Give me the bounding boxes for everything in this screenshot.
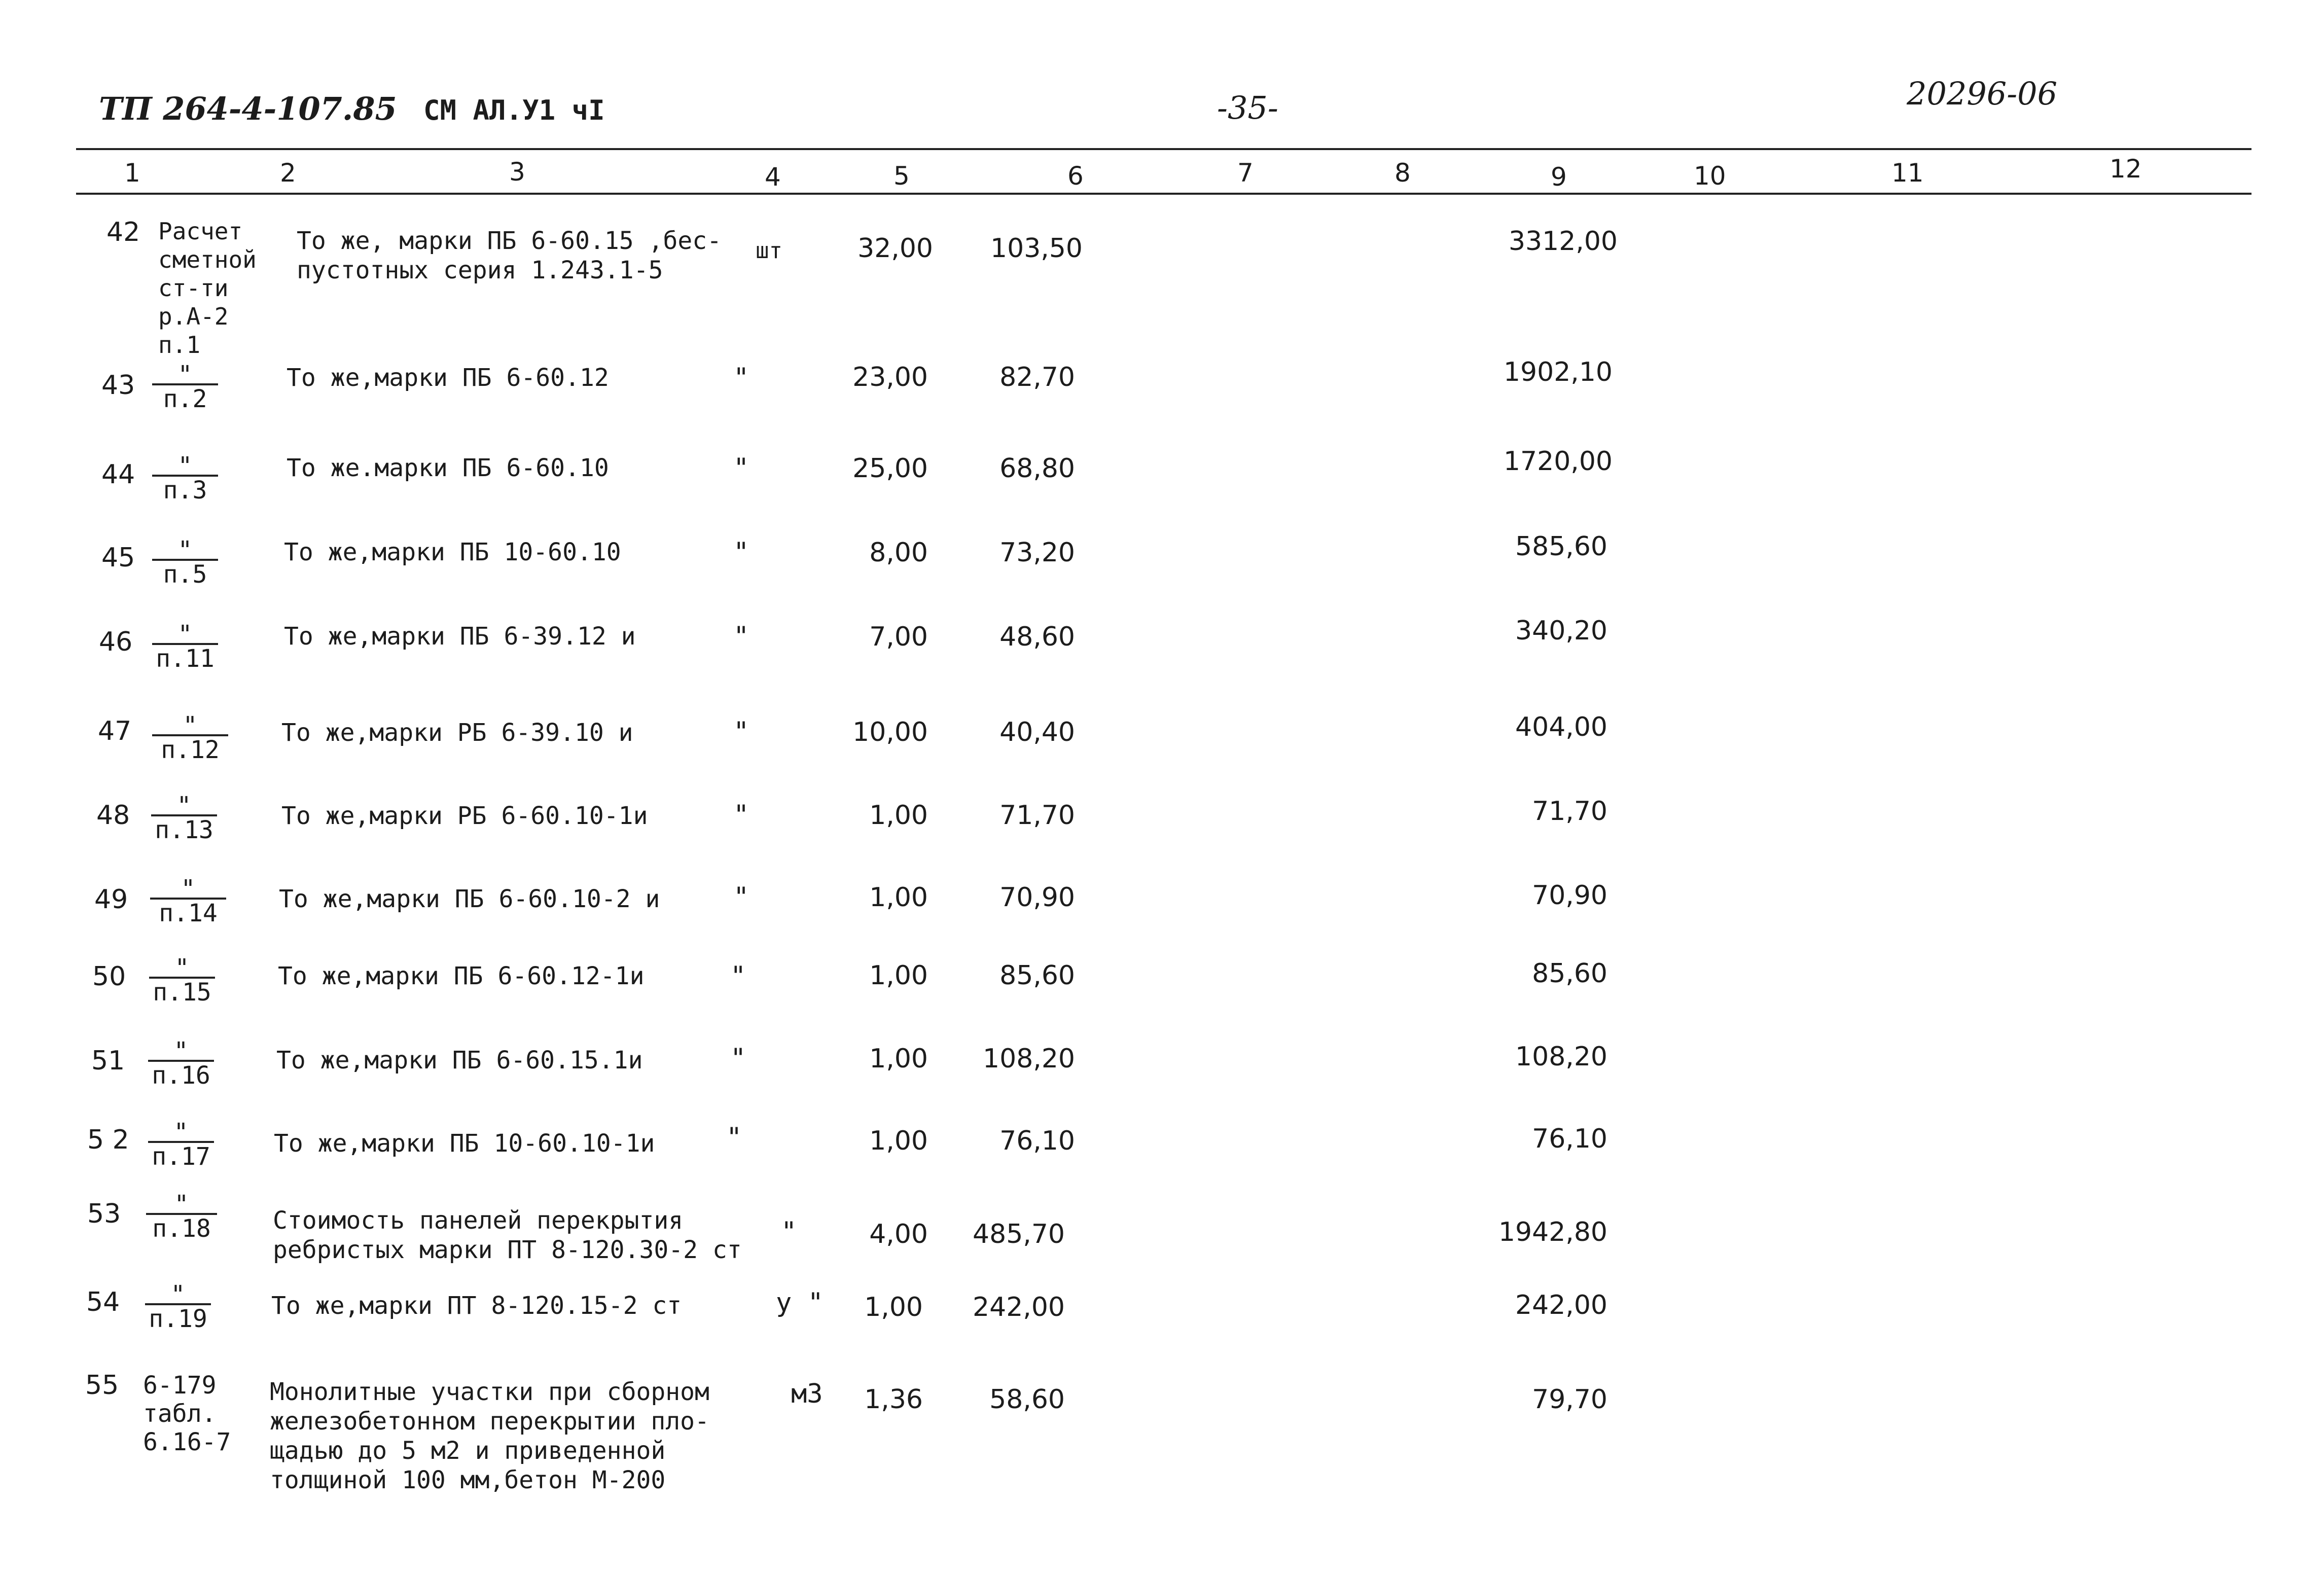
- ditto-mark: ": [152, 714, 228, 736]
- unit: ": [781, 1216, 797, 1247]
- row-number: 53: [87, 1199, 121, 1229]
- unit-price: 485,70: [973, 1219, 1065, 1249]
- unit-price: 242,00: [973, 1292, 1065, 1322]
- ditto-mark: ": [148, 1121, 214, 1143]
- total-cost: 3312,00: [1508, 226, 1618, 257]
- reference-point: п.5: [163, 560, 207, 589]
- total-cost: 404,00: [1515, 712, 1607, 742]
- item-description: То же,марки ПБ 6-60.10-2 и: [279, 885, 660, 913]
- item-description: То же,марки ПБ 6-60.12-1и: [278, 962, 645, 990]
- unit-price: 85,60: [999, 960, 1075, 991]
- row-number: 45: [101, 543, 135, 573]
- ditto-mark: ": [152, 363, 218, 385]
- reference-point: п.17: [152, 1142, 210, 1171]
- item-description: То же,марки РБ 6-60.10-1и: [281, 802, 648, 830]
- reference-point: п.19: [149, 1305, 207, 1333]
- ditto-reference: [148, 1037, 214, 1090]
- column-header: 2: [280, 158, 296, 188]
- reference-point: п.15: [153, 978, 211, 1007]
- doc-code: ТП 264-4-107.85: [99, 90, 397, 127]
- ditto-reference: [150, 877, 226, 925]
- item-description: То же,марки РБ 6-39.10 и: [281, 719, 633, 747]
- quantity: 32,00: [857, 233, 933, 264]
- quantity: 1,00: [869, 1126, 928, 1156]
- row-number: 49: [94, 884, 128, 915]
- quantity: 1,00: [869, 800, 928, 831]
- ditto-reference: [152, 711, 228, 764]
- quantity: 10,00: [852, 717, 928, 747]
- ditto-mark: ": [151, 794, 217, 816]
- ditto-mark: ": [152, 454, 218, 477]
- row-number: 43: [101, 370, 135, 401]
- inventory-stamp: 20296-06: [1907, 75, 2058, 112]
- ditto-reference: [151, 794, 217, 842]
- ditto-mark: ": [152, 539, 218, 561]
- ditto-reference: [152, 452, 218, 505]
- table-header-rule: [76, 193, 2251, 195]
- column-header: 9: [1551, 162, 1567, 192]
- item-description: То же,марки ПБ 10-60.10-1и: [274, 1129, 655, 1158]
- total-cost: 242,00: [1515, 1290, 1607, 1320]
- estimate-basis: Расчет сметной ст-ти р.А-2 п.1: [158, 218, 257, 359]
- unit-price: 70,90: [999, 882, 1075, 913]
- item-description: Монолитные участки при сборном железобетонном перекрытии пло- щадью до 5 м2 и приведенной толщиной 100 мм,бетон М-200: [270, 1378, 709, 1494]
- estimate-basis: 6-179 табл. 6.16-7: [143, 1371, 231, 1456]
- item-description: То же, марки ПБ 6-60.15 ,бес- пустотных серия 1.243.1-5: [297, 227, 722, 284]
- item-description: То же,марки ПТ 8-120.15-2 ст: [271, 1292, 682, 1320]
- column-header: 12: [2110, 154, 2142, 184]
- ditto-reference: [145, 1280, 211, 1333]
- total-cost: 1942,80: [1498, 1217, 1607, 1247]
- total-cost: 585,60: [1515, 531, 1607, 562]
- row-number: 46: [99, 627, 133, 657]
- quantity: 1,36: [864, 1384, 923, 1415]
- ditto-mark: ": [149, 956, 215, 979]
- ditto-reference: [152, 620, 218, 673]
- column-header: 5: [893, 161, 910, 191]
- album-code: СМ АЛ.У1 чI: [423, 94, 605, 126]
- total-cost: 79,70: [1532, 1384, 1607, 1415]
- item-description: То же.марки ПБ 6-60.10: [287, 454, 609, 482]
- total-cost: 340,20: [1515, 616, 1607, 646]
- unit: ": [733, 453, 749, 483]
- total-cost: 76,10: [1532, 1124, 1607, 1154]
- table-top-rule: [76, 148, 2251, 150]
- reference-point: п.12: [161, 736, 220, 764]
- ditto-reference: [152, 363, 218, 411]
- item-description: То же,марки ПБ 6-60.15.1и: [276, 1046, 643, 1075]
- item-description: Стоимость панелей перекрытия ребристых марки ПТ 8-120.30-2 ст: [273, 1206, 742, 1264]
- column-header: 7: [1237, 158, 1254, 188]
- reference-point: п.11: [156, 645, 214, 673]
- quantity: 8,00: [869, 538, 928, 568]
- row-number: 55: [85, 1370, 119, 1401]
- unit-price: 73,20: [999, 538, 1075, 568]
- row-number: 51: [91, 1046, 125, 1076]
- unit-price: 68,80: [999, 453, 1075, 484]
- quantity: 1,00: [869, 882, 928, 913]
- ditto-mark: ": [148, 1040, 214, 1062]
- column-header: 10: [1694, 161, 1726, 191]
- page-number: -35-: [1217, 89, 1278, 126]
- total-cost: 70,90: [1532, 880, 1607, 911]
- unit: ": [733, 363, 749, 393]
- unit: шт: [756, 238, 782, 264]
- reference-point: п.2: [163, 385, 207, 413]
- item-description: То же,марки ПБ 6-39.12 и: [284, 622, 636, 651]
- ditto-mark: ": [146, 1193, 217, 1215]
- total-cost: 108,20: [1515, 1042, 1607, 1072]
- quantity: 1,00: [864, 1292, 923, 1322]
- item-description: То же,марки ПБ 6-60.12: [287, 364, 609, 392]
- unit: ": [733, 621, 749, 652]
- unit: м3: [791, 1379, 823, 1409]
- quantity: 25,00: [852, 453, 928, 484]
- ditto-mark: ": [150, 877, 226, 900]
- ditto-reference: [148, 1118, 214, 1171]
- ditto-reference: [146, 1190, 217, 1243]
- column-header: 8: [1395, 158, 1411, 188]
- quantity: 1,00: [869, 960, 928, 991]
- unit-price: 71,70: [999, 800, 1075, 831]
- quantity: 1,00: [869, 1044, 928, 1074]
- unit: ": [733, 717, 749, 747]
- ditto-reference: [152, 536, 218, 589]
- row-number: 47: [98, 716, 132, 746]
- column-header: 11: [1891, 158, 1924, 188]
- row-number: 50: [92, 961, 126, 992]
- column-header: 6: [1067, 161, 1084, 191]
- unit: у ": [776, 1287, 824, 1318]
- row-number: 42: [106, 217, 140, 247]
- total-cost: 71,70: [1532, 796, 1607, 827]
- ditto-mark: ": [152, 623, 218, 645]
- column-header: 4: [765, 162, 781, 192]
- reference-point: п.13: [155, 816, 213, 844]
- unit-price: 76,10: [999, 1126, 1075, 1156]
- unit-price: 82,70: [999, 362, 1075, 392]
- unit-price: 48,60: [999, 622, 1075, 652]
- column-header: 3: [509, 157, 525, 187]
- column-header: 1: [124, 158, 140, 188]
- unit: ": [726, 1122, 742, 1153]
- unit: ": [733, 800, 749, 830]
- unit: ": [733, 537, 749, 567]
- row-number: 5 2: [87, 1125, 129, 1155]
- reference-point: п.18: [152, 1214, 211, 1243]
- ditto-reference: [149, 954, 215, 1007]
- unit-price: 58,60: [989, 1384, 1065, 1415]
- total-cost: 1720,00: [1503, 446, 1613, 477]
- row-number: 44: [101, 459, 135, 490]
- unit: ": [733, 882, 749, 912]
- unit-price: 108,20: [983, 1044, 1075, 1074]
- ditto-mark: ": [145, 1283, 211, 1305]
- unit-price: 40,40: [999, 717, 1075, 747]
- reference-point: п.3: [163, 476, 207, 505]
- quantity: 7,00: [869, 622, 928, 652]
- total-cost: 85,60: [1532, 958, 1607, 989]
- reference-point: п.14: [159, 899, 218, 927]
- row-number: 54: [86, 1287, 120, 1317]
- quantity: 4,00: [869, 1219, 928, 1249]
- total-cost: 1902,10: [1503, 357, 1613, 387]
- item-description: То же,марки ПБ 10-60.10: [284, 538, 621, 566]
- unit: ": [730, 1043, 746, 1073]
- row-number: 48: [96, 800, 130, 831]
- reference-point: п.16: [152, 1061, 210, 1090]
- unit: ": [730, 961, 746, 991]
- quantity: 23,00: [852, 362, 928, 392]
- unit-price: 103,50: [990, 233, 1083, 264]
